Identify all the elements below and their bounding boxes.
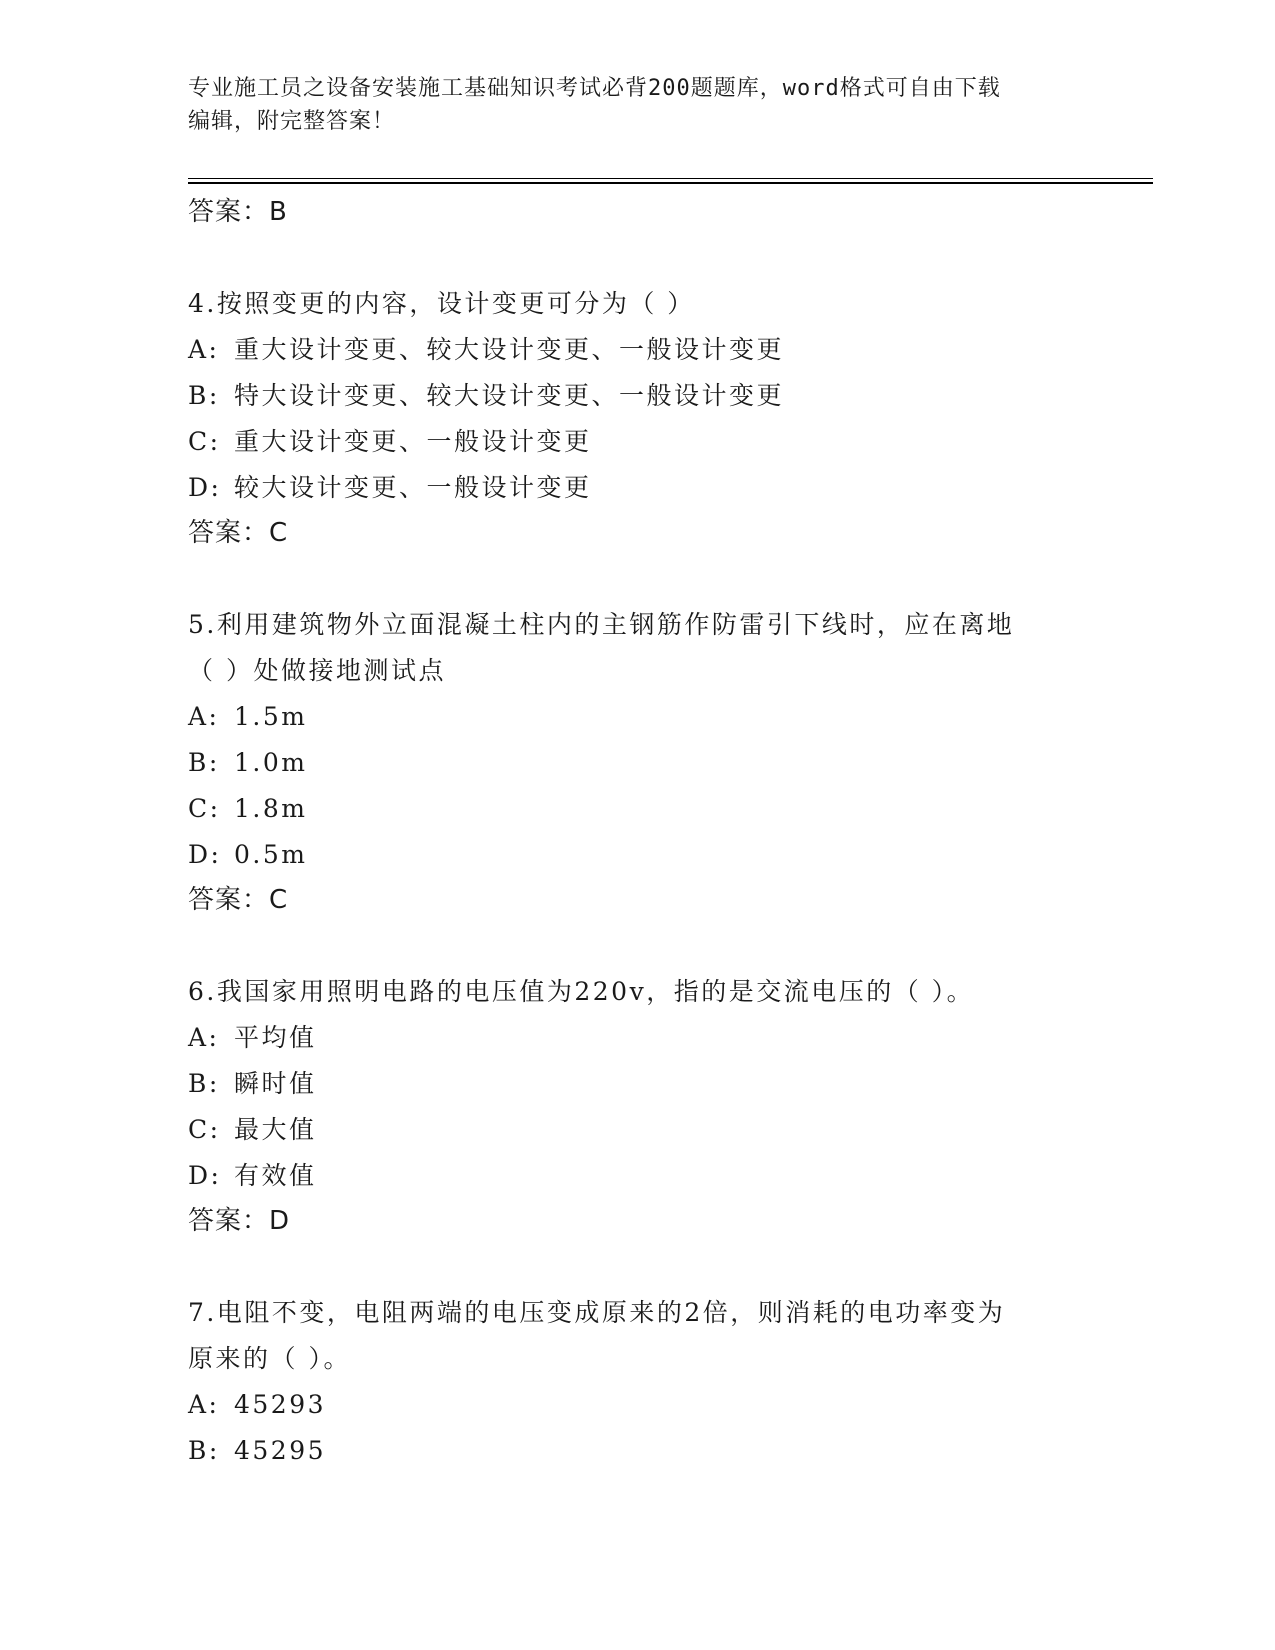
- option-a: [188, 1382, 1088, 1428]
- option-text: 45293: [234, 1390, 327, 1419]
- spacer: [188, 923, 1088, 969]
- option-text: 1.5m: [234, 702, 308, 731]
- option-c: [188, 1107, 1088, 1153]
- option-label: A:: [188, 1023, 220, 1052]
- option-label: B:: [188, 1069, 220, 1098]
- document-header: [188, 72, 1088, 138]
- option-b: [188, 373, 1088, 419]
- option-a: [188, 694, 1088, 740]
- option-d: [188, 1153, 1088, 1199]
- question-text: 7.电阻不变，电阻两端的电压变成原来的2倍，则消耗的电功率变为: [188, 1298, 1006, 1327]
- option-b: [188, 1428, 1088, 1474]
- option-b: [188, 1061, 1088, 1107]
- question-text: 4.按照变更的内容，设计变更可分为（ ）: [188, 289, 695, 318]
- option-text: 45295: [234, 1436, 327, 1465]
- option-text: 平均值: [234, 1023, 317, 1052]
- answer-line: 答案：B: [188, 197, 288, 227]
- question-text-continued: 原来的（ ）。: [188, 1344, 351, 1373]
- option-label: C:: [188, 794, 221, 823]
- option-label: D:: [188, 1161, 222, 1190]
- option-label: A:: [188, 335, 220, 364]
- option-a: [188, 1015, 1088, 1061]
- option-c: [188, 419, 1088, 465]
- question-text: 6.我国家用照明电路的电压值为220v，指的是交流电压的（ ）。: [188, 977, 975, 1006]
- question-block: [188, 969, 1088, 1244]
- option-text: 1.8m: [234, 794, 308, 823]
- spacer: [188, 235, 1088, 281]
- question-block: [188, 1290, 1088, 1474]
- header-rule-thick: [188, 182, 1153, 184]
- option-d: [188, 465, 1088, 511]
- question-text: 5.利用建筑物外立面混凝土柱内的主钢筋作防雷引下线时，应在离地: [188, 610, 1015, 639]
- option-label: A:: [188, 1390, 220, 1419]
- question-block: [188, 281, 1088, 556]
- header-rule-thin: [188, 178, 1153, 179]
- question-list: [188, 190, 1088, 1474]
- option-text: 较大设计变更、一般设计变更: [234, 473, 592, 502]
- option-a: [188, 327, 1088, 373]
- header-title-line-2: 编辑，附完整答案！: [188, 109, 396, 134]
- spacer: [188, 556, 1088, 602]
- option-text: 特大设计变更、较大设计变更、一般设计变更: [234, 381, 785, 410]
- header-title-line-1: 专业施工员之设备安装施工基础知识考试必背200题题库，word格式可自由下载: [188, 76, 1001, 101]
- option-label: B:: [188, 748, 220, 777]
- option-label: A:: [188, 702, 220, 731]
- option-text: 0.5m: [234, 840, 308, 869]
- option-text: 重大设计变更、一般设计变更: [234, 427, 592, 456]
- answer-line: 答案：D: [188, 1206, 291, 1236]
- option-label: C:: [188, 427, 221, 456]
- answer-line: 答案：C: [188, 518, 289, 548]
- option-label: B:: [188, 1436, 220, 1465]
- option-b: [188, 740, 1088, 786]
- answer-line: 答案：C: [188, 885, 289, 915]
- spacer: [188, 1244, 1088, 1290]
- option-label: D:: [188, 473, 222, 502]
- question-block: [188, 602, 1088, 923]
- option-text: 瞬时值: [234, 1069, 317, 1098]
- option-text: 重大设计变更、较大设计变更、一般设计变更: [234, 335, 785, 364]
- option-label: C:: [188, 1115, 221, 1144]
- option-text: 1.0m: [234, 748, 308, 777]
- question-text-continued: （ ）处做接地测试点: [188, 656, 446, 685]
- option-text: 有效值: [234, 1161, 317, 1190]
- option-c: [188, 786, 1088, 832]
- option-text: 最大值: [234, 1115, 317, 1144]
- option-label: D:: [188, 840, 222, 869]
- option-d: [188, 832, 1088, 878]
- option-label: B:: [188, 381, 220, 410]
